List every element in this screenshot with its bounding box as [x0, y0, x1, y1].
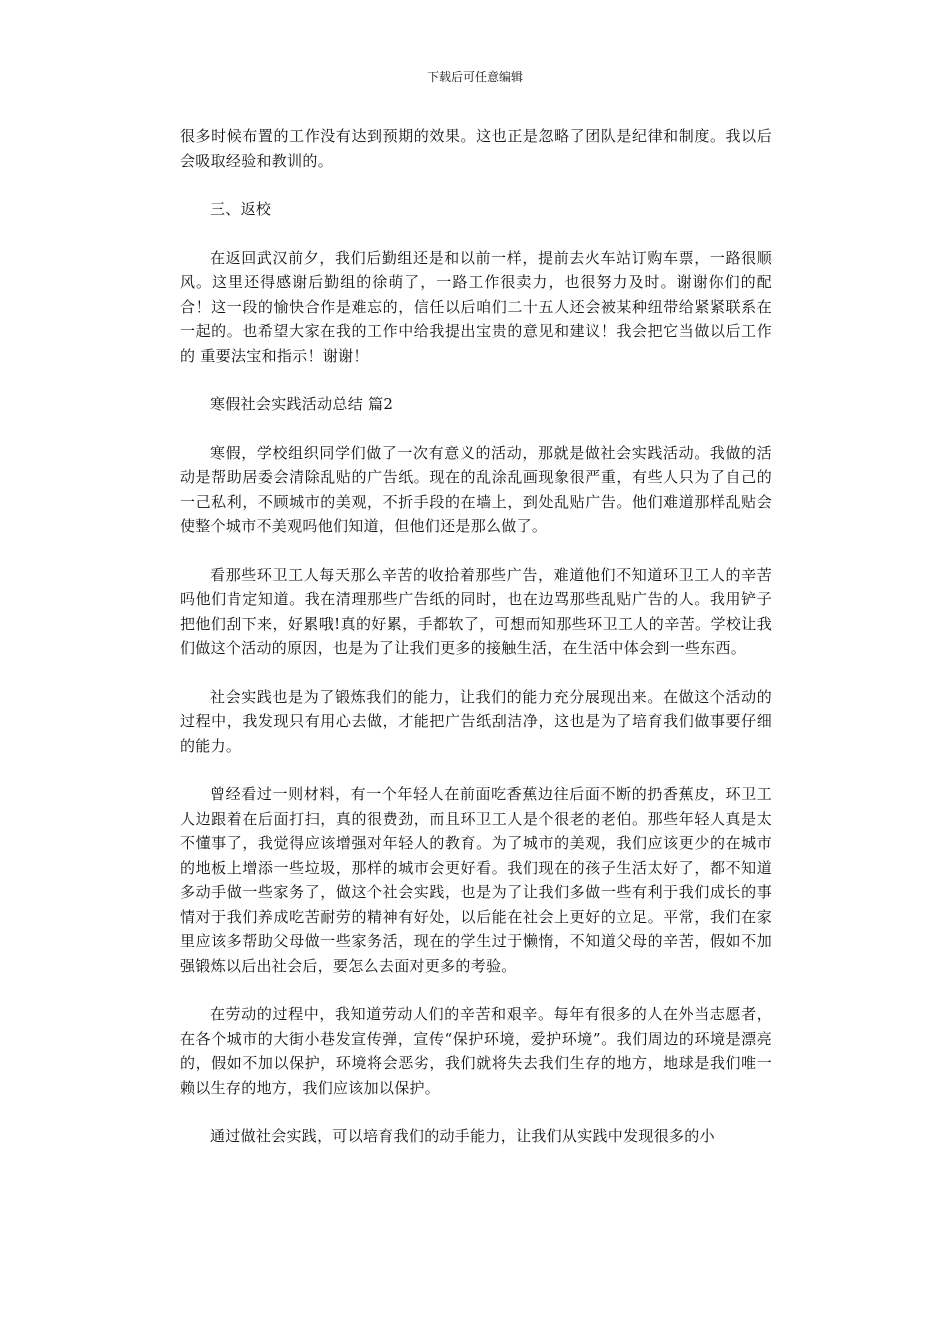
- paragraph-practice-conclusion: 通过做社会实践，可以培育我们的动手能力，让我们从实践中发现很多的小: [210, 1127, 715, 1145]
- paragraph-social-practice-ability: 社会实践也是为了锻炼我们的能力，让我们的能力充分展现出来。在做这个活动的过程中，我发现只有用心去做，才能把广告纸刮洁净，这也是为了培育我们做事要仔细的能力。: [180, 687, 772, 755]
- paragraph-sanitation-workers: 看那些环卫工人每天那么辛苦的收拾着那些广告，难道他们不知道环卫工人的辛苦吗他们肯定知道。我在清理那些广告纸的同时，也在边骂那些乱贴广告的人。我用铲子把他们刮下来，好累哦!真的好累，手都软了，可想而知那些环卫工人的辛苦。学校让我们做这个活动的原因，也是为了让我们更多的接触生活，在生活中体会到一些东西。: [180, 565, 772, 657]
- paragraph-return-school: 在返回武汉前夕，我们后勤组还是和以前一样，提前去火车站订购车票，一路很顺风。这里还得感谢后勤组的徐萌了，一路工作很卖力，也很努力及时。谢谢你们的配合！这一段的愉快合作是难忘的，信任以后咱们二十五人还会被某种纽带给紧紧联系在一起的。也希望大家在我的工作中给我提出宝贵的意见和建议！我会把它当做以后工作的 重要法宝和指示！谢谢！: [180, 248, 772, 365]
- paragraph-winter-activity: 寒假，学校组织同学们做了一次有意义的活动，那就是做社会实践活动。我做的活动是帮助居委会清除乱贴的广告纸。现在的乱涂乱画现象很严重，有些人只为了自己的一己私利，不顾城市的美观，不折手段的在墙上，到处乱贴广告。他们难道那样乱贴会使整个城市不美观吗他们知道，但他们还是那么做了。: [180, 443, 772, 535]
- section-heading-return-school: 三、返校: [210, 200, 272, 218]
- paragraph-banana-story: 曾经看过一则材料，有一个年轻人在前面吃香蕉边往后面不断的扔香蕉皮，环卫工人边跟着在后面打扫，真的很费劲，而且环卫工人是个很老的老伯。那些年轻人真是太不懂事了，我觉得应该增强对年轻人的教育。为了城市的美观，我们应该更少的在城市的地板上增添一些垃圾，那样的城市会更好看。我们现在的孩子生活太好了，都不知道多动手做一些家务了，做这个社会实践，也是为了让我们多做一些有利于我们成长的事情对于我们养成吃苦耐劳的精神有好处，以后能在社会上更好的立足。平常，我们在家里应该多帮助父母做一些家务活，现在的学生过于懒惰，不知道父母的辛苦，假如不加强锻炼以后出社会后，要怎么去面对更多的考验。: [180, 785, 772, 975]
- paragraph-continued: 很多时候布置的工作没有达到预期的效果。这也正是忽略了团队是纪律和制度。我以后会吸取经验和教训的。: [180, 127, 772, 170]
- paragraph-labor-process: 在劳动的过程中，我知道劳动人们的辛苦和艰辛。每年有很多的人在外当志愿者，在各个城市的大街小巷发宣传弹，宣传“保护环境，爱护环境”。我们周边的环境是漂亮的，假如不加以保护，环境将会恶劣，我们就将失去我们生存的地方，地球是我们唯一赖以生存的地方，我们应该加以保护。: [180, 1005, 772, 1097]
- page-header: 下载后可任意编辑: [426, 70, 523, 84]
- article-heading-part2: 寒假社会实践活动总结 篇2: [210, 395, 394, 413]
- document-body: [180, 124, 772, 1173]
